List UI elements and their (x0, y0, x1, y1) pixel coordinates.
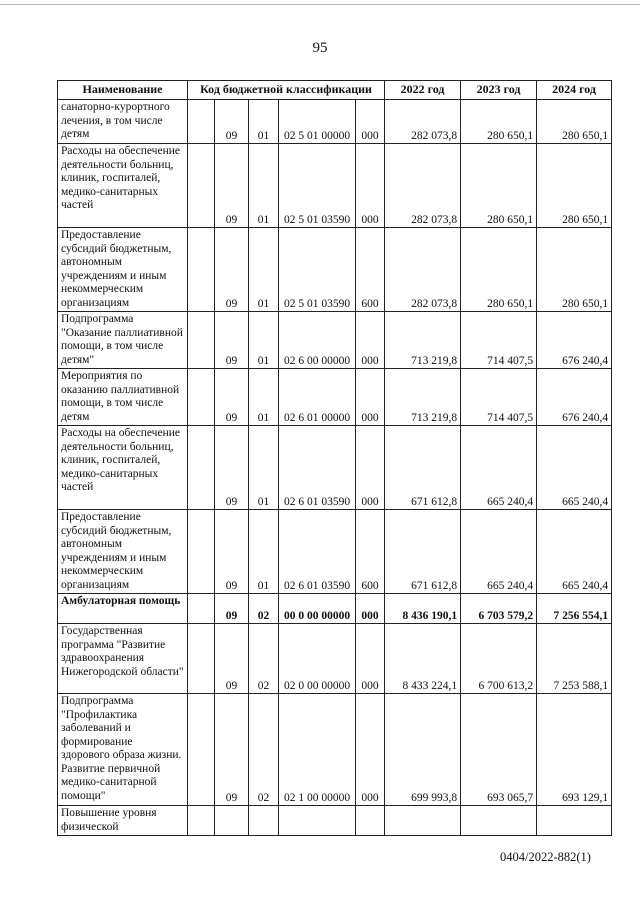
row-code-target: 02 6 01 03590 (279, 426, 356, 510)
row-code-expense-type: 000 (356, 144, 385, 228)
row-value-2022: 282 073,8 (385, 144, 461, 228)
row-value-2024: 280 650,1 (537, 100, 612, 144)
row-name: Расходы на обеспечение деятельности больниц, клиник, госпиталей, медико-санитарных частей (58, 426, 188, 510)
row-value-2023: 6 703 579,2 (461, 594, 537, 624)
row-empty-cell (188, 594, 215, 624)
row-value-2024: 676 240,4 (537, 312, 612, 369)
header-2024: 2024 год (537, 81, 612, 100)
budget-table (57, 80, 612, 836)
row-code-expense-type: 600 (356, 228, 385, 312)
page-number: 95 (312, 40, 328, 56)
document-code: 0404/2022-882(1) (500, 850, 591, 864)
row-code-subsection (249, 806, 279, 836)
row-value-2022: 671 612,8 (385, 510, 461, 594)
row-name: Мероприятия по оказанию паллиативной помощи, в том числе детям (58, 369, 188, 426)
row-code-target (279, 806, 356, 836)
row-code-subsection: 02 (249, 594, 279, 624)
table-row (58, 510, 612, 594)
row-code-subsection: 01 (249, 144, 279, 228)
row-value-2024: 665 240,4 (537, 426, 612, 510)
row-name: санаторно-курортного лечения, в том числе детям (58, 100, 188, 144)
row-value-2024 (537, 806, 612, 836)
row-value-2024: 280 650,1 (537, 228, 612, 312)
row-value-2022: 671 612,8 (385, 426, 461, 510)
header-2023: 2023 год (461, 81, 537, 100)
table-row (58, 624, 612, 694)
row-name: Предоставление субсидий бюджетным, автономным учреждениям и иным некоммерческим организациям (58, 510, 188, 594)
header-kbk: Код бюджетной классификации (188, 81, 385, 100)
row-code-section: 09 (215, 694, 249, 806)
header-2022: 2022 год (385, 81, 461, 100)
table-row (58, 144, 612, 228)
row-code-target: 00 0 00 00000 (279, 594, 356, 624)
row-name: Предоставление субсидий бюджетным, автономным учреждениям и иным некоммерческим организациям (58, 228, 188, 312)
row-empty-cell (188, 624, 215, 694)
table-row (58, 228, 612, 312)
row-value-2024: 7 253 588,1 (537, 624, 612, 694)
row-code-subsection: 01 (249, 369, 279, 426)
row-code-expense-type: 000 (356, 426, 385, 510)
row-code-section: 09 (215, 228, 249, 312)
row-code-section: 09 (215, 624, 249, 694)
table-row (58, 312, 612, 369)
row-empty-cell (188, 369, 215, 426)
row-value-2022: 282 073,8 (385, 100, 461, 144)
row-value-2023: 714 407,5 (461, 369, 537, 426)
row-value-2024: 676 240,4 (537, 369, 612, 426)
row-value-2023: 280 650,1 (461, 144, 537, 228)
row-value-2022: 699 993,8 (385, 694, 461, 806)
row-value-2023: 280 650,1 (461, 100, 537, 144)
row-code-section: 09 (215, 594, 249, 624)
row-value-2024: 665 240,4 (537, 510, 612, 594)
row-code-section: 09 (215, 369, 249, 426)
row-code-section: 09 (215, 510, 249, 594)
row-code-expense-type: 000 (356, 369, 385, 426)
row-empty-cell (188, 806, 215, 836)
row-value-2024: 280 650,1 (537, 144, 612, 228)
row-value-2022: 713 219,8 (385, 312, 461, 369)
row-name: Подпрограмма "Оказание паллиативной помощи, в том числе детям" (58, 312, 188, 369)
row-name: Амбулаторная помощь (58, 594, 188, 624)
row-code-target: 02 6 00 00000 (279, 312, 356, 369)
row-value-2023: 665 240,4 (461, 510, 537, 594)
row-value-2023: 6 700 613,2 (461, 624, 537, 694)
row-code-target: 02 6 01 00000 (279, 369, 356, 426)
row-name: Подпрограмма "Профилактика заболеваний и формирование здорового образа жизни. Развитие первичной медико-санитарной помощи" (58, 694, 188, 806)
row-code-subsection: 02 (249, 694, 279, 806)
table-row (58, 694, 612, 806)
header-name: Наименование (58, 81, 188, 100)
row-code-target: 02 1 00 00000 (279, 694, 356, 806)
row-name: Расходы на обеспечение деятельности больниц, клиник, госпиталей, медико-санитарных частей (58, 144, 188, 228)
row-empty-cell (188, 694, 215, 806)
budget-table-container (57, 80, 611, 836)
row-empty-cell (188, 510, 215, 594)
row-code-target: 02 5 01 00000 (279, 100, 356, 144)
row-code-subsection: 01 (249, 426, 279, 510)
row-code-section: 09 (215, 312, 249, 369)
row-code-section (215, 806, 249, 836)
row-value-2022: 8 433 224,1 (385, 624, 461, 694)
row-code-target: 02 6 01 03590 (279, 510, 356, 594)
row-code-subsection: 01 (249, 312, 279, 369)
row-code-subsection: 01 (249, 228, 279, 312)
row-code-expense-type: 000 (356, 624, 385, 694)
page-top-edge (0, 0, 640, 5)
row-empty-cell (188, 144, 215, 228)
row-value-2022: 8 436 190,1 (385, 594, 461, 624)
row-code-subsection: 01 (249, 100, 279, 144)
table-row (58, 426, 612, 510)
row-code-subsection: 02 (249, 624, 279, 694)
row-value-2023: 693 065,7 (461, 694, 537, 806)
row-code-expense-type: 000 (356, 594, 385, 624)
table-row (58, 100, 612, 144)
table-row (58, 806, 612, 836)
table-header-row (58, 81, 612, 100)
row-value-2024: 693 129,1 (537, 694, 612, 806)
row-code-expense-type: 000 (356, 694, 385, 806)
row-empty-cell (188, 312, 215, 369)
row-value-2023: 714 407,5 (461, 312, 537, 369)
row-value-2023: 280 650,1 (461, 228, 537, 312)
row-empty-cell (188, 426, 215, 510)
row-code-section: 09 (215, 144, 249, 228)
row-code-expense-type: 600 (356, 510, 385, 594)
row-code-target: 02 5 01 03590 (279, 228, 356, 312)
row-value-2022 (385, 806, 461, 836)
row-code-section: 09 (215, 100, 249, 144)
row-code-expense-type (356, 806, 385, 836)
row-code-expense-type: 000 (356, 100, 385, 144)
row-value-2022: 713 219,8 (385, 369, 461, 426)
table-row (58, 369, 612, 426)
row-value-2024: 7 256 554,1 (537, 594, 612, 624)
row-code-section: 09 (215, 426, 249, 510)
row-code-subsection: 01 (249, 510, 279, 594)
row-value-2023: 665 240,4 (461, 426, 537, 510)
row-empty-cell (188, 100, 215, 144)
row-code-target: 02 5 01 03590 (279, 144, 356, 228)
row-value-2022: 282 073,8 (385, 228, 461, 312)
row-value-2023 (461, 806, 537, 836)
row-code-target: 02 0 00 00000 (279, 624, 356, 694)
row-empty-cell (188, 228, 215, 312)
table-row (58, 594, 612, 624)
row-name: Повышение уровня физической (58, 806, 188, 836)
row-code-expense-type: 000 (356, 312, 385, 369)
row-name: Государственная программа "Развитие здравоохранения Нижегородской области" (58, 624, 188, 694)
